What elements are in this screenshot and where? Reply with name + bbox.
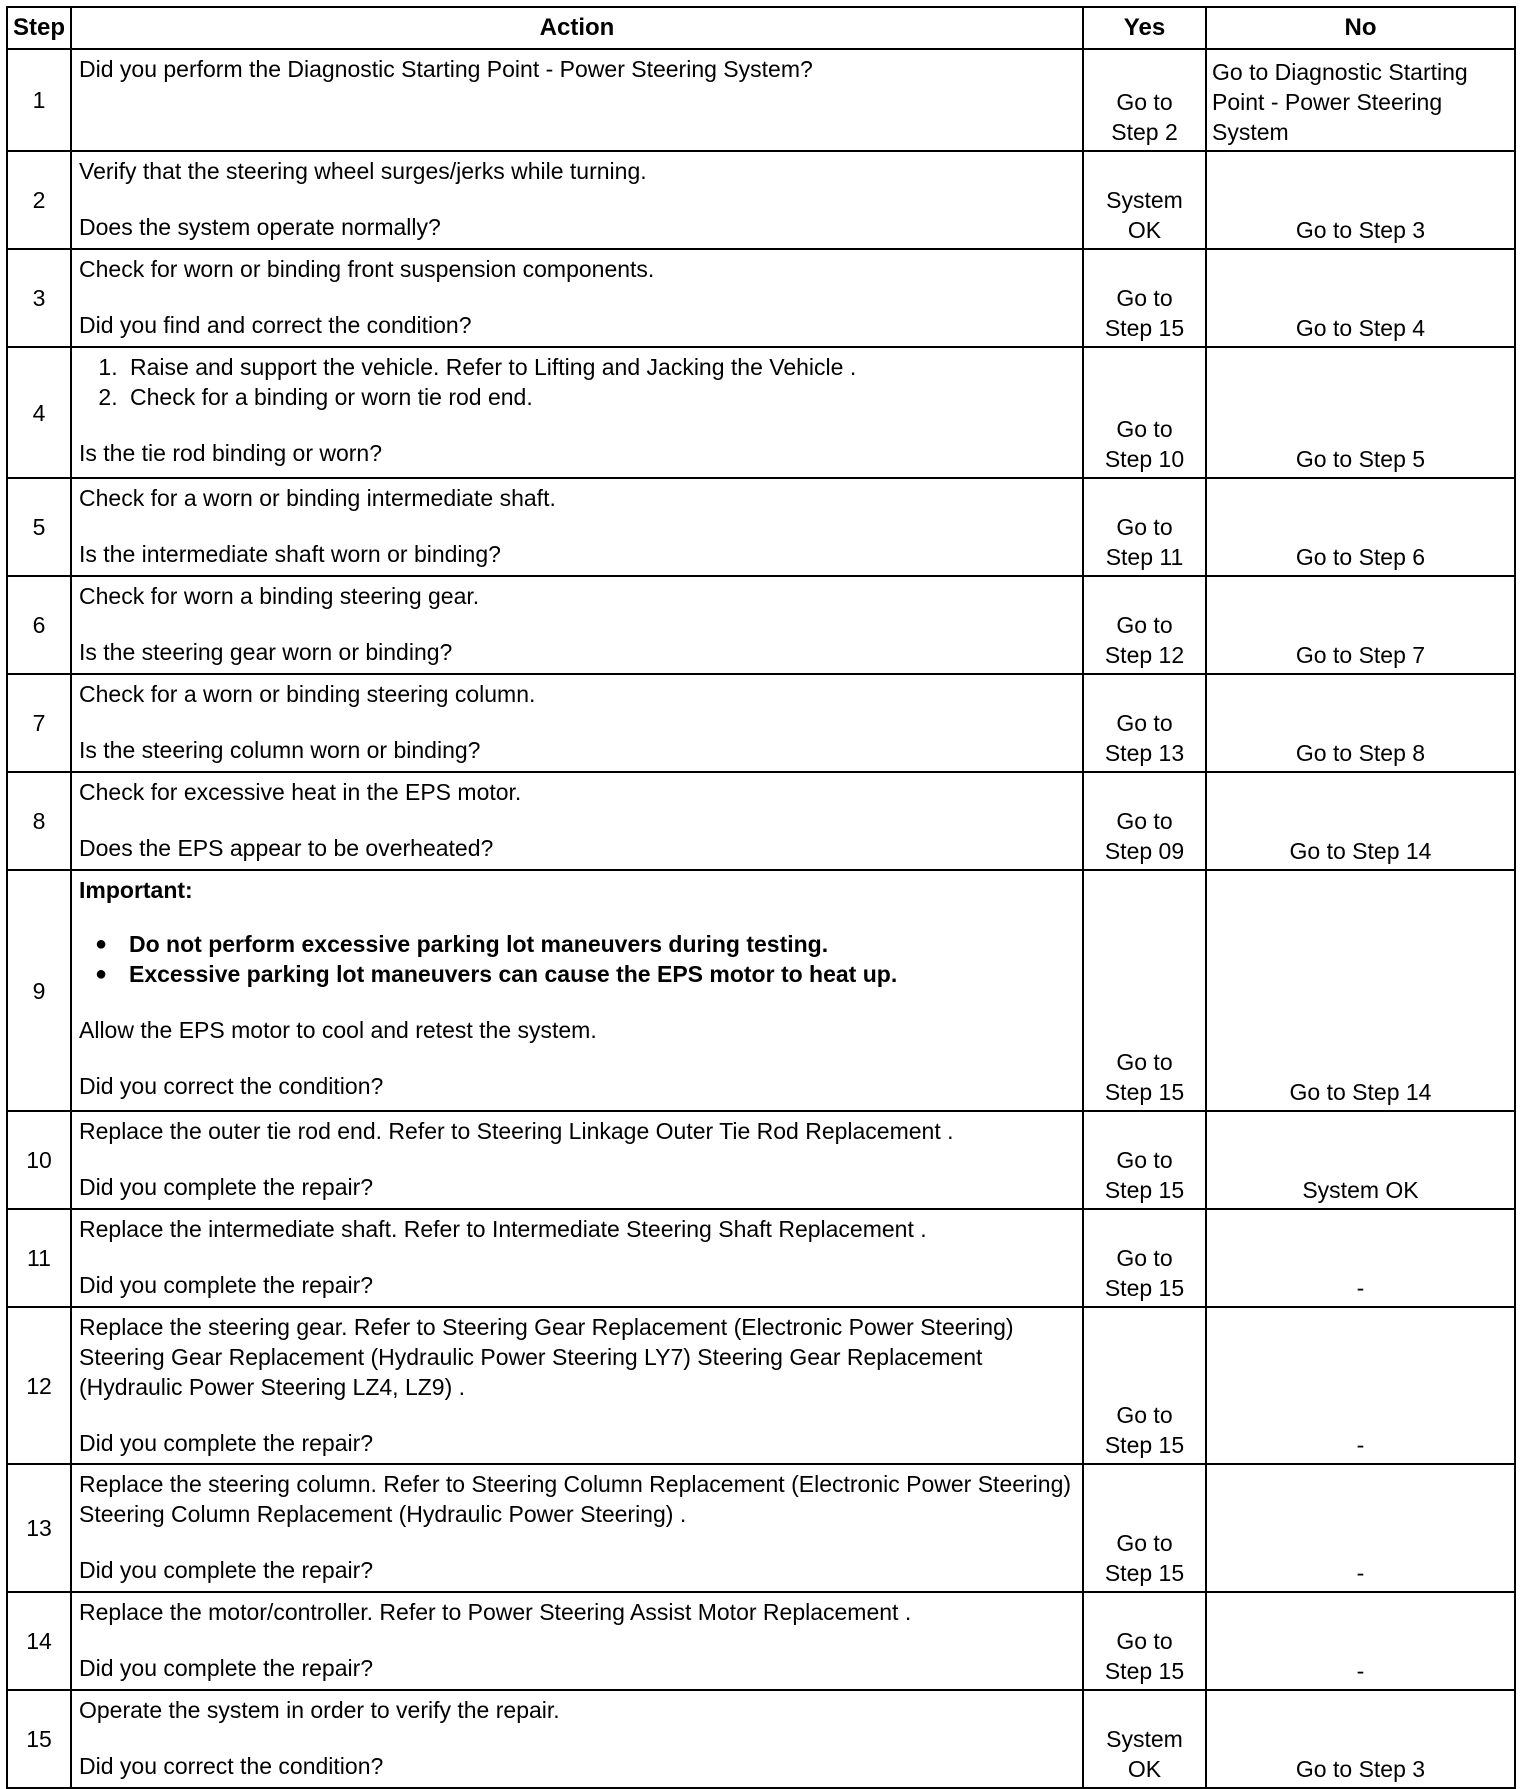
list-item: 2. Check for a binding or worn tie rod end. [124, 382, 1074, 412]
action-cell [71, 772, 1083, 870]
step-number: 11 [7, 1209, 71, 1307]
no-cell [1206, 772, 1515, 870]
action-cell [71, 1209, 1083, 1307]
step-number: 2 [7, 151, 71, 249]
table-row [7, 49, 1515, 151]
step-number: 3 [7, 249, 71, 347]
numbered-list [79, 352, 1074, 412]
no-line: Go to Step 14 [1289, 838, 1432, 864]
action-text: Did you perform the Diagnostic Starting Point - Power Steering System? [79, 56, 813, 82]
list-item: 1. Raise and support the vehicle. Refer to Lifting and Jacking the Vehicle . [124, 352, 1074, 382]
step-number: 7 [7, 674, 71, 772]
table-row [7, 1111, 1515, 1209]
no-cell [1206, 151, 1515, 249]
table-row [7, 151, 1515, 249]
no-cell [1206, 1690, 1515, 1788]
yes-line: Step 15 [1104, 1079, 1185, 1105]
action-cell [71, 1690, 1083, 1788]
yes-line: OK [1127, 217, 1162, 243]
no-line: System [1212, 119, 1289, 145]
yes-line: Step 15 [1104, 1560, 1185, 1586]
no-cell [1206, 576, 1515, 674]
action-question: Did you complete the repair? [79, 1174, 374, 1200]
table-row [7, 1592, 1515, 1690]
yes-line: Go to [1116, 416, 1173, 442]
yes-line: Go to [1116, 1049, 1173, 1075]
action-text: Check for a worn or binding intermediate shaft. [79, 485, 556, 511]
step-number: 12 [7, 1307, 71, 1464]
table-row [7, 1209, 1515, 1307]
action-question: Did you correct the condition? [79, 1073, 384, 1099]
yes-cell [1083, 1111, 1206, 1209]
yes-cell [1083, 49, 1206, 151]
yes-line: Step 15 [1104, 1432, 1185, 1458]
action-question: Did you complete the repair? [79, 1557, 374, 1583]
yes-cell [1083, 347, 1206, 478]
action-text: Check for worn a binding steering gear. [79, 583, 480, 609]
action-question: Did you find and correct the condition? [79, 312, 472, 338]
yes-cell [1083, 1592, 1206, 1690]
step-number: 10 [7, 1111, 71, 1209]
yes-line: Step 11 [1105, 544, 1184, 570]
table-row [7, 1690, 1515, 1788]
important-bullets [79, 929, 1074, 989]
no-cell [1206, 1464, 1515, 1592]
no-cell [1206, 1307, 1515, 1464]
yes-line: Go to [1116, 1245, 1173, 1271]
yes-line: Step 2 [1111, 119, 1178, 145]
yes-line: Step 12 [1104, 642, 1185, 668]
table-row [7, 1464, 1515, 1592]
yes-line: Go to [1116, 1530, 1173, 1556]
header-action: Action [71, 7, 1083, 49]
action-cell [71, 249, 1083, 347]
action-text: Replace the motor/controller. Refer to Power Steering Assist Motor Replacement . [79, 1599, 912, 1625]
table-row [7, 674, 1515, 772]
yes-cell [1083, 1464, 1206, 1592]
yes-line: Step 09 [1104, 838, 1185, 864]
bullet-item: ● Excessive parking lot maneuvers can cause the EPS motor to heat up. [125, 959, 1074, 989]
yes-line: Go to [1116, 808, 1173, 834]
action-text: Allow the EPS motor to cool and retest the system. [79, 1017, 597, 1043]
action-cell [71, 1111, 1083, 1209]
yes-line: Go to [1116, 89, 1173, 115]
no-cell [1206, 49, 1515, 151]
table-row [7, 576, 1515, 674]
step-number: 4 [7, 347, 71, 478]
yes-line: Step 15 [1104, 315, 1185, 341]
yes-cell [1083, 478, 1206, 576]
yes-line: Go to [1116, 1402, 1173, 1428]
bullet-item: ● Do not perform excessive parking lot maneuvers during testing. [125, 929, 1074, 959]
no-cell [1206, 674, 1515, 772]
yes-line: OK [1127, 1756, 1162, 1782]
no-cell [1206, 478, 1515, 576]
action-cell [71, 1592, 1083, 1690]
no-line: Go to Step 3 [1295, 1756, 1426, 1782]
action-cell [71, 870, 1083, 1111]
action-question: Does the system operate normally? [79, 214, 441, 240]
action-text: Check for worn or binding front suspension components. [79, 256, 655, 282]
action-text: Operate the system in order to verify the repair. [79, 1697, 560, 1723]
action-question: Is the steering gear worn or binding? [79, 639, 453, 665]
action-text: Check for a worn or binding steering column. [79, 681, 536, 707]
no-line: Go to Step 4 [1295, 315, 1426, 341]
action-cell [71, 674, 1083, 772]
action-cell [71, 576, 1083, 674]
step-number: 8 [7, 772, 71, 870]
yes-cell [1083, 1307, 1206, 1464]
step-number: 1 [7, 49, 71, 151]
step-number: 5 [7, 478, 71, 576]
table-row [7, 772, 1515, 870]
step-number: 15 [7, 1690, 71, 1788]
action-text: Replace the steering column. Refer to Steering Column Replacement (Electronic Power Steering) Steering Column Replacement (Hydraulic Power Steering) . [79, 1471, 1072, 1527]
action-question: Does the EPS appear to be overheated? [79, 835, 494, 861]
yes-line: Step 10 [1104, 446, 1185, 472]
yes-cell [1083, 576, 1206, 674]
action-question: Did you complete the repair? [79, 1655, 374, 1681]
no-cell [1206, 347, 1515, 478]
action-text: Verify that the steering wheel surges/jerks while turning. [79, 158, 647, 184]
no-cell [1206, 1209, 1515, 1307]
action-text: Check for excessive heat in the EPS motor. [79, 779, 522, 805]
action-text: Replace the steering gear. Refer to Steering Gear Replacement (Electronic Power Steering) Steering Gear Replacement (Hydraulic Power Steering LY7) Steering Gear Replacement (Hydraulic Power Steering LZ4, LZ9) . [79, 1314, 1014, 1400]
yes-cell [1083, 1690, 1206, 1788]
table-row [7, 870, 1515, 1111]
action-cell [71, 347, 1083, 478]
table-row [7, 347, 1515, 478]
table-row [7, 478, 1515, 576]
header-row [7, 7, 1515, 49]
step-number: 6 [7, 576, 71, 674]
action-cell [71, 478, 1083, 576]
yes-line: Go to [1116, 514, 1173, 540]
action-text: Replace the intermediate shaft. Refer to Intermediate Steering Shaft Replacement . [79, 1216, 927, 1242]
no-line: Go to Step 5 [1295, 446, 1426, 472]
no-line: Go to Step 8 [1295, 740, 1426, 766]
no-cell [1206, 1111, 1515, 1209]
yes-line: Step 15 [1104, 1658, 1185, 1684]
action-cell [71, 1307, 1083, 1464]
yes-line: Step 15 [1104, 1177, 1185, 1203]
table-row [7, 249, 1515, 347]
step-number: 14 [7, 1592, 71, 1690]
action-cell [71, 151, 1083, 249]
no-line: Go to Step 6 [1295, 544, 1426, 570]
no-line: Go to Step 7 [1295, 642, 1426, 668]
action-cell [71, 49, 1083, 151]
yes-cell [1083, 674, 1206, 772]
yes-cell [1083, 870, 1206, 1111]
yes-line: Step 13 [1104, 740, 1185, 766]
yes-line: System [1106, 1726, 1183, 1752]
step-number: 13 [7, 1464, 71, 1592]
no-line: - [1356, 1560, 1365, 1586]
yes-cell [1083, 1209, 1206, 1307]
no-line: - [1356, 1432, 1365, 1458]
action-question: Did you complete the repair? [79, 1430, 374, 1456]
action-question: Did you correct the condition? [79, 1753, 384, 1779]
no-cell [1206, 1592, 1515, 1690]
yes-line: System [1106, 187, 1183, 213]
no-line: Go to Diagnostic Starting [1212, 59, 1468, 85]
action-text: Replace the outer tie rod end. Refer to Steering Linkage Outer Tie Rod Replacement . [79, 1118, 954, 1144]
yes-line: Go to [1116, 1147, 1173, 1173]
yes-line: Go to [1116, 612, 1173, 638]
no-line: Point - Power Steering [1212, 89, 1443, 115]
yes-line: Step 15 [1104, 1275, 1185, 1301]
action-question: Did you complete the repair? [79, 1272, 374, 1298]
step-number: 9 [7, 870, 71, 1111]
yes-cell [1083, 249, 1206, 347]
no-line: System OK [1302, 1177, 1419, 1203]
no-cell [1206, 249, 1515, 347]
header-yes: Yes [1083, 7, 1206, 49]
no-cell [1206, 870, 1515, 1111]
action-cell [71, 1464, 1083, 1592]
no-line: - [1356, 1275, 1365, 1301]
header-no: No [1206, 7, 1515, 49]
no-line: Go to Step 3 [1295, 217, 1426, 243]
yes-line: Go to [1116, 710, 1173, 736]
important-label: Important: [79, 877, 193, 903]
yes-line: Go to [1116, 1628, 1173, 1654]
action-question: Is the intermediate shaft worn or binding? [79, 541, 501, 567]
no-line: - [1356, 1658, 1365, 1684]
yes-line: Go to [1116, 285, 1173, 311]
no-line: Go to Step 14 [1289, 1079, 1432, 1105]
yes-cell [1083, 772, 1206, 870]
action-question: Is the tie rod binding or worn? [79, 440, 383, 466]
table-row [7, 1307, 1515, 1464]
yes-cell [1083, 151, 1206, 249]
header-step: Step [7, 7, 71, 49]
diagnostic-table [6, 6, 1516, 1789]
action-question: Is the steering column worn or binding? [79, 737, 481, 763]
